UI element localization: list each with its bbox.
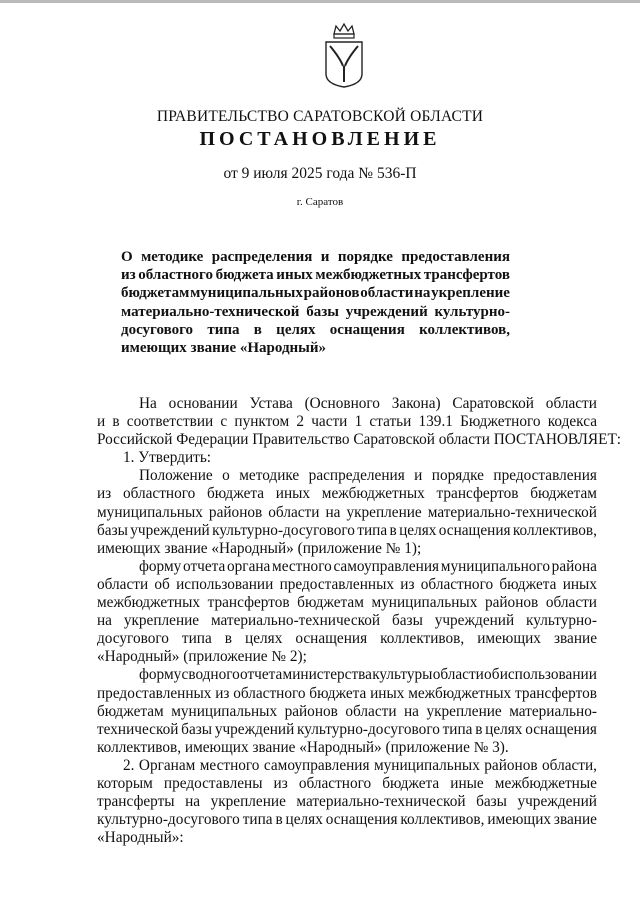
text-line: бюджетам муниципальных районов области на укрепление материально- xyxy=(97,702,597,720)
date-and-number: от 9 июля 2025 года № 536-П xyxy=(223,165,417,182)
text-line: базы учреждений культурно-досугового типа в целях оснащения коллективов, xyxy=(97,521,597,539)
text-line: которым предоставлены из областного бюджета иные межбюджетные xyxy=(97,774,597,792)
text-line: имеющих звание «Народный» (приложение № 1); xyxy=(97,539,422,557)
text-line: предоставленных из областного бюджета иных межбюджетных трансфертов xyxy=(97,684,597,702)
text-line: досугового типа в целях оснащения коллективов, имеющих звание xyxy=(97,630,597,648)
text-line: материально-технической базы учреждений культурно- xyxy=(121,303,510,320)
text-line: технической базы учреждений культурно-досугового типа в целях оснащения xyxy=(97,720,597,738)
text-line: «Народный» (приложение № 2); xyxy=(97,648,307,666)
text-line: на укрепление материально-технической базы учреждений культурно- xyxy=(97,612,597,630)
text-line: из областного бюджета иных межбюджетных трансфертов xyxy=(121,267,510,284)
scan-edge xyxy=(0,0,640,3)
text-line: На основании Устава (Основного Закона) Саратовской области xyxy=(139,395,597,412)
text-line: 1. Утвердить: xyxy=(123,449,212,467)
text-line: области об использовании предоставленных из областного бюджета иных xyxy=(97,575,597,593)
text-line: трансферты на укрепление материально-технической базы учреждений xyxy=(97,793,597,811)
document-body xyxy=(97,395,622,847)
text-line: О методике распределения и порядке предоставления xyxy=(121,249,510,265)
document-type: ПОСТАНОВЛЕНИЕ xyxy=(199,128,441,150)
text-line: «Народный»: xyxy=(97,829,184,847)
text-line: и в соответствии с пунктом 2 части 1 статьи 139.1 Бюджетного кодекса xyxy=(97,413,597,431)
text-line: муниципальных районов области на укрепление материально-технической xyxy=(97,503,597,521)
text-line: бюджетам муниципальных районов области на укрепление xyxy=(121,285,510,302)
text-line: межбюджетных трансфертов бюджетам муниципальных районов области xyxy=(97,594,597,612)
government-name: ПРАВИТЕЛЬСТВО САРАТОВСКОЙ ОБЛАСТИ xyxy=(156,108,484,125)
text-line: культурно-досугового типа в целях оснащения коллективов, имеющих звание xyxy=(97,811,597,829)
text-line: имеющих звание «Народный» xyxy=(121,340,327,357)
text-line: Положение о методике распределения и порядке предоставления xyxy=(139,467,597,485)
text-line: из областного бюджета иных межбюджетных трансфертов бюджетам xyxy=(97,485,597,503)
text-line: коллективов, имеющих звание «Народный» (приложение № 3). xyxy=(97,738,509,756)
text-line: 2. Органам местного самоуправления муниципальных районов области, xyxy=(123,756,597,774)
city: г. Саратов xyxy=(296,196,344,208)
text-line: форму отчета органа местного самоуправления муниципального района xyxy=(139,557,597,575)
document-title xyxy=(121,248,510,357)
coat-of-arms-emblem-icon xyxy=(322,18,366,88)
text-line: форму сводного отчета министерства культуры области об использовании xyxy=(139,666,597,684)
text-line: Российской Федерации Правительство Саратовской области ПОСТАНОВЛЯЕТ: xyxy=(97,431,622,449)
text-line: досугового типа в целях оснащения коллективов, xyxy=(121,321,510,338)
